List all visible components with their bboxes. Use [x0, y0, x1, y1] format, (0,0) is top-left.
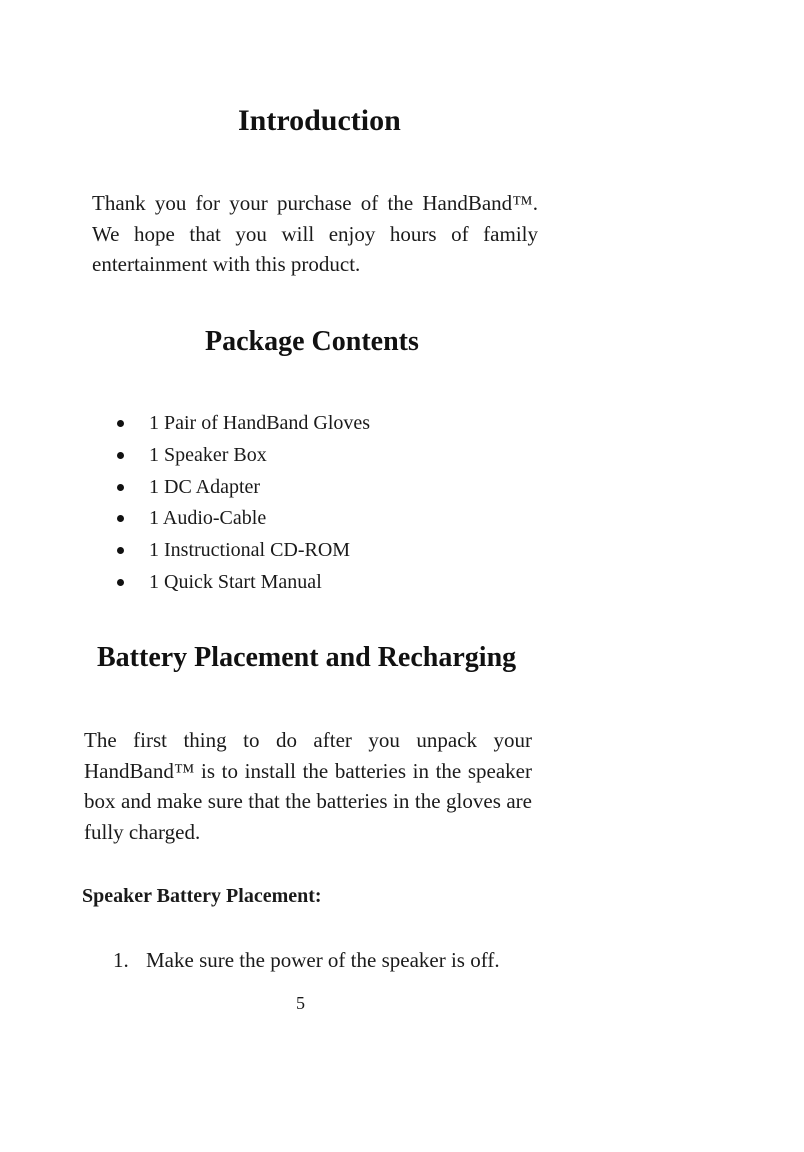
- step-number: 1.: [113, 948, 129, 972]
- battery-paragraph: The first thing to do after you unpack your HandBand™ is to install the batteries in the speaker box and make sure that the batteries in the gloves are fully charged.: [84, 728, 532, 844]
- page-number: 5: [296, 993, 305, 1013]
- package-contents-heading: Package Contents: [205, 326, 419, 357]
- introduction-heading: Introduction: [238, 104, 401, 137]
- package-contents-list: [117, 408, 370, 598]
- bullet-icon: [117, 452, 124, 459]
- list-item-text: 1 Speaker Box: [149, 444, 267, 467]
- list-item: [117, 408, 370, 440]
- introduction-paragraph: Thank you for your purchase of the HandBand™. We hope that you will enjoy hours of family entertainment with this product.: [92, 191, 538, 276]
- list-item-text: 1 Quick Start Manual: [149, 570, 322, 593]
- list-item-text: 1 Audio-Cable: [149, 507, 267, 530]
- battery-heading: Battery Placement and Recharging: [97, 642, 517, 673]
- step-text: Make sure the power of the speaker is off.: [146, 948, 500, 972]
- list-item: [117, 440, 370, 472]
- list-item: [117, 535, 370, 567]
- list-item: [117, 471, 370, 503]
- bullet-icon: [117, 579, 124, 586]
- list-item-text: 1 Instructional CD-ROM: [149, 539, 351, 562]
- list-item-text: 1 Pair of HandBand Gloves: [149, 412, 371, 435]
- list-item: [117, 566, 370, 598]
- bullet-icon: [117, 420, 124, 427]
- list-item: [117, 503, 370, 535]
- bullet-icon: [117, 547, 124, 554]
- steps-list: [113, 948, 500, 973]
- list-item-text: 1 DC Adapter: [149, 475, 261, 498]
- speaker-battery-subheading: Speaker Battery Placement:: [82, 885, 322, 907]
- bullet-icon: [117, 484, 124, 491]
- bullet-icon: [117, 515, 124, 522]
- step-item: [113, 948, 500, 973]
